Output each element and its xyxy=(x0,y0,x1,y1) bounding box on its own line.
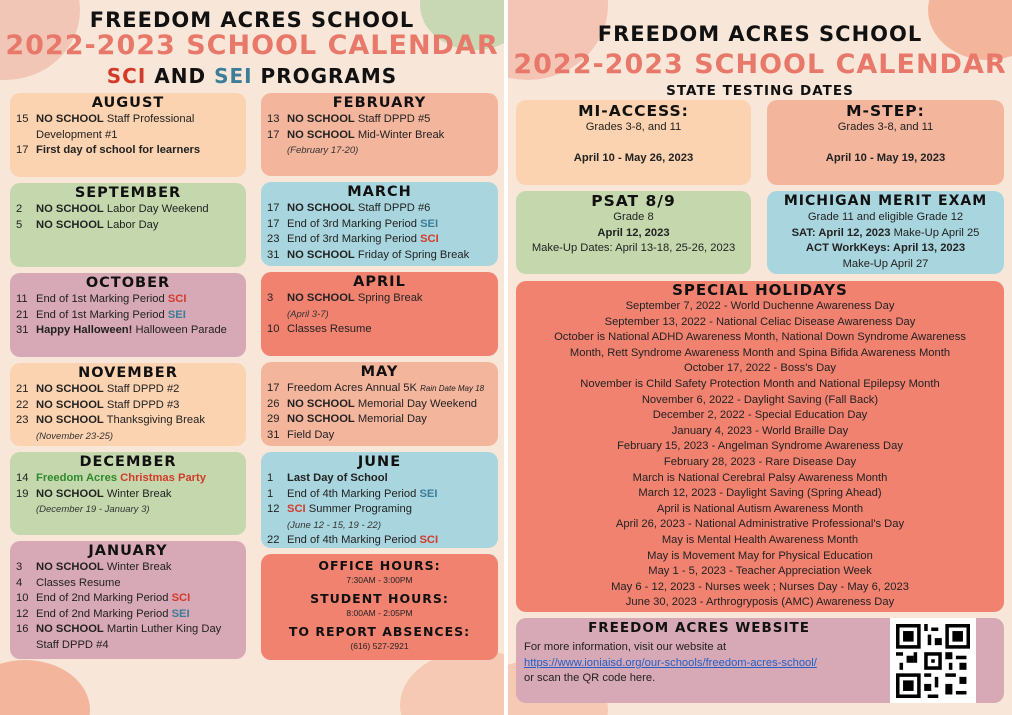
holiday-item: February 15, 2023 - Angelman Syndrome Awareness Day xyxy=(617,440,903,453)
event-row xyxy=(16,471,240,487)
event-date: 17 xyxy=(267,382,280,394)
february-heading: FEBRUARY xyxy=(332,95,427,111)
psat-makeup: Make-Up Dates: April 13-18, 25-26, 2023 xyxy=(531,242,736,254)
mi-access-box xyxy=(516,100,751,185)
event-date: 10 xyxy=(267,323,280,335)
psat-date: April 12, 2023 xyxy=(597,226,670,239)
event-note: (November 23-25) xyxy=(36,430,114,442)
event-row xyxy=(267,397,492,413)
event-row xyxy=(16,143,240,159)
event-row xyxy=(267,322,492,338)
event-row xyxy=(267,381,492,397)
event-date: 10 xyxy=(16,592,29,604)
mme-heading: MICHIGAN MERIT EXAM xyxy=(783,193,988,209)
sci-tag: SCI xyxy=(167,293,187,305)
event-row xyxy=(267,217,492,233)
sci-tag: SCI xyxy=(287,503,306,515)
event-bold: NO SCHOOL xyxy=(287,128,355,141)
event-date: 1 xyxy=(267,487,274,500)
holiday-item: December 2, 2022 - Special Education Day xyxy=(652,409,868,422)
event-bold: First day of school for learners xyxy=(36,144,201,156)
calendar-title: 2022-2023 SCHOOL CALENDAR xyxy=(5,30,499,61)
holiday-item: May is Mental Health Awareness Month xyxy=(661,533,859,546)
december-box xyxy=(10,452,246,535)
m-step-dates: April 10 - May 19, 2023 xyxy=(825,151,946,164)
holiday-item: September 13, 2022 - National Celiac Disease Awareness Day xyxy=(604,315,916,328)
event-date: 31 xyxy=(267,248,280,261)
holiday-list xyxy=(522,299,998,611)
sat-date: SAT: April 12, 2023 xyxy=(791,226,891,239)
event-row xyxy=(16,382,240,398)
december-heading: DECEMBER xyxy=(79,454,177,470)
october-heading: OCTOBER xyxy=(85,275,171,291)
event-date: 13 xyxy=(267,113,280,125)
event-green-text: Freedom Acres xyxy=(36,472,118,484)
mme-box xyxy=(767,191,1004,274)
september-heading: SEPTEMBER xyxy=(74,185,182,201)
april-box xyxy=(261,272,498,356)
special-holidays-heading: SPECIAL HOLIDAYS xyxy=(672,281,848,299)
qr-code-icon xyxy=(896,624,970,698)
holiday-item: May is Movement May for Physical Education xyxy=(647,549,873,562)
event-date: 1 xyxy=(267,472,274,484)
event-date: 31 xyxy=(16,324,29,336)
event-row xyxy=(16,487,240,503)
april-heading: APRIL xyxy=(353,274,406,290)
event-date: 16 xyxy=(16,623,29,635)
office-hours-box xyxy=(261,554,498,660)
holiday-item: April 26, 2023 - National Administrative Professional's Day xyxy=(615,518,905,531)
event-bold: NO SCHOOL xyxy=(287,413,355,425)
event-row xyxy=(267,248,492,264)
school-title: FREEDOM ACRES SCHOOL xyxy=(597,22,923,46)
sei-label: SEI xyxy=(214,64,253,88)
event-date: 17 xyxy=(267,128,280,141)
testing-title: STATE TESTING DATES xyxy=(666,83,854,99)
event-text: End of 1st Marking Period xyxy=(36,293,168,305)
event-bold: NO SCHOOL xyxy=(36,487,104,500)
holiday-item: March is National Cerebral Palsy Awareness Month xyxy=(632,471,888,484)
holiday-item: January 4, 2023 - World Braille Day xyxy=(671,424,849,437)
event-date: 11 xyxy=(16,293,28,305)
special-holidays-box xyxy=(516,281,1004,612)
programs-label: PROGRAMS xyxy=(252,64,398,88)
event-date: 17 xyxy=(267,217,280,230)
event-text: Labor Day Weekend xyxy=(103,203,209,215)
psat-box xyxy=(516,191,751,274)
event-date: 22 xyxy=(16,398,29,411)
qr-code[interactable] xyxy=(890,618,976,703)
event-row xyxy=(267,201,492,217)
event-bold: Last Day of School xyxy=(287,472,388,484)
event-date: 2 xyxy=(16,203,23,215)
event-date: 23 xyxy=(16,414,29,426)
may-heading: MAY xyxy=(360,364,399,380)
holiday-item: November 6, 2022 - Daylight Saving (Fall Back) xyxy=(641,393,879,406)
event-text: End of 2nd Marking Period xyxy=(36,607,172,620)
event-row xyxy=(16,323,240,339)
event-row xyxy=(267,112,492,128)
event-row xyxy=(16,218,240,234)
february-box xyxy=(261,93,498,176)
event-text: Staff DPPD #6 xyxy=(354,202,431,214)
event-text: Classes Resume xyxy=(36,576,121,589)
june-box xyxy=(261,452,498,548)
event-note: (April 3-7) xyxy=(287,308,329,320)
march-box xyxy=(261,182,498,266)
event-date: 12 xyxy=(16,607,29,620)
event-date: 12 xyxy=(267,503,280,515)
sei-tag: SEI xyxy=(420,217,439,230)
event-date: 17 xyxy=(16,144,29,156)
holiday-item: September 7, 2022 - World Duchenne Awareness Day xyxy=(625,300,895,312)
event-row xyxy=(16,413,240,429)
event-text: Martin Luther King Day Staff DPPD #4 xyxy=(36,623,222,651)
event-row xyxy=(267,533,492,549)
mme-grade: Grade 11 and eligible Grade 12 xyxy=(807,211,964,223)
event-bold: NO SCHOOL xyxy=(36,218,104,231)
event-row xyxy=(16,591,240,607)
act-date: ACT WorkKeys: April 13, 2023 xyxy=(805,242,966,254)
sci-tag: SCI xyxy=(171,592,191,604)
june-heading: JUNE xyxy=(357,454,402,470)
event-bold: NO SCHOOL xyxy=(36,414,104,426)
holiday-item: April is National Autism Awareness Month xyxy=(656,502,864,515)
event-text: Mid-Winter Break xyxy=(354,128,445,141)
event-date: 19 xyxy=(16,487,29,500)
psat-heading: PSAT 8/9 xyxy=(591,192,676,210)
event-bold: NO SCHOOL xyxy=(287,248,355,261)
event-text: End of 3rd Marking Period xyxy=(287,217,421,230)
website-heading: FREEDOM ACRES WEBSITE xyxy=(588,620,810,636)
programs-title xyxy=(0,64,504,88)
event-text: Halloween Parade xyxy=(132,324,227,336)
qr-text: or scan the QR code here. xyxy=(524,672,656,684)
event-note: (June 12 - 15, 19 - 22) xyxy=(287,519,381,531)
event-row xyxy=(16,202,240,218)
website-text: For more information, visit our website at xyxy=(524,641,727,653)
event-bold: NO SCHOOL xyxy=(287,202,355,214)
event-text: Thanksgiving Break xyxy=(103,414,205,426)
event-row xyxy=(16,112,240,143)
event-text: Spring Break xyxy=(354,292,423,304)
event-text: Staff Professional Development #1 xyxy=(36,113,195,141)
event-row xyxy=(16,576,240,592)
event-date: 17 xyxy=(267,202,280,214)
event-text: Field Day xyxy=(287,428,335,441)
holiday-item: Month, Rett Syndrome Awareness Month and Spina Bifida Awareness Month xyxy=(569,346,951,359)
event-bold: NO SCHOOL xyxy=(287,292,355,304)
office-hours-heading: OFFICE HOURS: xyxy=(318,558,441,573)
event-bold: NO SCHOOL xyxy=(36,398,104,411)
m-step-grades: Grades 3-8, and 11 xyxy=(837,121,934,133)
november-box xyxy=(10,363,246,446)
event-date: 21 xyxy=(16,308,29,321)
sei-tag: SEI xyxy=(171,607,190,620)
september-box xyxy=(10,183,246,267)
august-box xyxy=(10,93,246,177)
event-red-text: Christmas Party xyxy=(120,472,206,484)
event-row xyxy=(16,607,240,623)
website-link[interactable]: https://www.ioniaisd.org/our-schools/freedom-acres-school/ xyxy=(524,656,817,669)
event-row xyxy=(16,560,240,576)
decor-blob xyxy=(0,660,90,715)
event-bold: NO SCHOOL xyxy=(287,113,355,125)
event-bold: NO SCHOOL xyxy=(36,561,104,573)
holiday-item: November is Child Safety Protection Month and National Epilepsy Month xyxy=(580,377,940,390)
event-row xyxy=(16,398,240,414)
event-date: 26 xyxy=(267,397,280,410)
mi-access-grades: Grades 3-8, and 11 xyxy=(585,121,682,133)
event-row xyxy=(267,291,492,307)
event-text: Staff DPPD #3 xyxy=(103,398,180,411)
left-page xyxy=(0,0,504,715)
event-text: Staff DPPD #2 xyxy=(103,383,180,395)
holiday-item: October is National ADHD Awareness Month, National Down Syndrome Awareness xyxy=(554,331,966,344)
mi-access-heading: MI-ACCESS: xyxy=(578,102,689,120)
event-row xyxy=(267,471,492,487)
website-box xyxy=(516,618,1004,703)
event-date: 15 xyxy=(16,113,29,125)
may-box xyxy=(261,362,498,446)
event-date: 3 xyxy=(267,292,274,304)
holiday-item: May 6 - 12, 2023 - Nurses week ; Nurses Day - May 6, 2023 xyxy=(611,580,909,593)
sei-tag: SEI xyxy=(167,308,186,321)
event-date: 22 xyxy=(267,534,280,546)
sci-label: SCI xyxy=(106,64,147,88)
event-text: Freedom Acres Annual 5K xyxy=(287,382,421,394)
event-text: Summer Programing xyxy=(305,503,412,515)
event-text: End of 3rd Marking Period xyxy=(287,233,421,245)
event-row xyxy=(267,232,492,248)
right-page xyxy=(508,0,1012,715)
event-text: Classes Resume xyxy=(287,323,372,335)
event-text: Memorial Day xyxy=(354,413,427,425)
event-text: Winter Break xyxy=(103,487,172,500)
event-row xyxy=(16,308,240,324)
and-label: AND xyxy=(146,64,215,88)
event-row xyxy=(267,428,492,444)
march-heading: MARCH xyxy=(347,184,412,200)
event-text: Staff DPPD #5 xyxy=(354,113,431,125)
event-bold: NO SCHOOL xyxy=(36,113,104,125)
office-hours-value: 7:30AM - 3:00PM xyxy=(346,575,413,585)
event-date: 21 xyxy=(16,383,29,395)
sci-tag: SCI xyxy=(419,534,439,546)
event-date: 23 xyxy=(267,233,280,245)
event-row xyxy=(16,292,240,308)
psat-grade: Grade 8 xyxy=(613,211,654,223)
event-row xyxy=(267,502,492,518)
event-text: End of 4th Marking Period xyxy=(287,487,420,500)
event-bold: NO SCHOOL xyxy=(36,203,104,215)
absences-heading: TO REPORT ABSENCES: xyxy=(288,624,471,639)
calendar-title: 2022-2023 SCHOOL CALENDAR xyxy=(513,49,1007,80)
event-date: 4 xyxy=(16,576,23,589)
event-bold: NO SCHOOL xyxy=(36,383,104,395)
january-heading: JANUARY xyxy=(88,543,168,559)
event-date: 5 xyxy=(16,218,23,231)
october-box xyxy=(10,273,246,357)
event-text: Winter Break xyxy=(103,561,172,573)
event-note: (February 17-20) xyxy=(287,145,359,156)
holiday-item: February 28, 2023 - Rare Disease Day xyxy=(663,455,857,468)
m-step-heading: M-STEP: xyxy=(846,102,925,120)
sci-tag: SCI xyxy=(420,233,439,245)
event-text: Memorial Day Weekend xyxy=(354,397,478,410)
event-text: End of 2nd Marking Period xyxy=(36,592,172,604)
sei-tag: SEI xyxy=(419,487,438,500)
event-date: 3 xyxy=(16,561,23,573)
student-hours-value: 8:00AM - 2:05PM xyxy=(346,608,413,618)
mi-access-dates: April 10 - May 26, 2023 xyxy=(573,151,694,164)
holiday-item: June 30, 2023 - Arthrogryposis (AMC) Awareness Day xyxy=(625,596,895,609)
event-row xyxy=(267,487,492,503)
event-date: 31 xyxy=(267,428,280,441)
sat-makeup: Make-Up April 25 xyxy=(890,226,980,239)
event-text: Friday of Spring Break xyxy=(354,248,470,261)
event-bold: Happy Halloween! xyxy=(36,324,133,336)
event-note: (December 19 - January 3) xyxy=(36,504,150,515)
school-title: FREEDOM ACRES SCHOOL xyxy=(89,8,415,32)
act-makeup: Make-Up April 27 xyxy=(842,257,929,270)
event-text: End of 4th Marking Period xyxy=(287,534,420,546)
event-row xyxy=(267,128,492,144)
event-text: End of 1st Marking Period xyxy=(36,308,168,321)
event-date: 29 xyxy=(267,413,280,425)
event-bold: NO SCHOOL xyxy=(36,623,104,635)
holiday-item: October 17, 2022 - Boss's Day xyxy=(684,362,836,375)
event-row xyxy=(16,622,240,653)
holiday-item: May 1 - 5, 2023 - Teacher Appreciation Week xyxy=(648,565,872,578)
january-box xyxy=(10,541,246,659)
m-step-box xyxy=(767,100,1004,185)
november-heading: NOVEMBER xyxy=(78,365,178,381)
absences-phone: (616) 527-2921 xyxy=(350,641,409,651)
event-text: Labor Day xyxy=(103,218,159,231)
student-hours-heading: STUDENT HOURS: xyxy=(310,591,449,606)
holiday-item: March 12, 2023 - Daylight Saving (Spring Ahead) xyxy=(638,487,882,500)
event-row xyxy=(267,412,492,428)
event-date: 14 xyxy=(16,472,29,484)
event-bold: NO SCHOOL xyxy=(287,397,355,410)
rain-date: Rain Date May 18 xyxy=(420,384,485,393)
august-heading: AUGUST xyxy=(91,95,165,111)
